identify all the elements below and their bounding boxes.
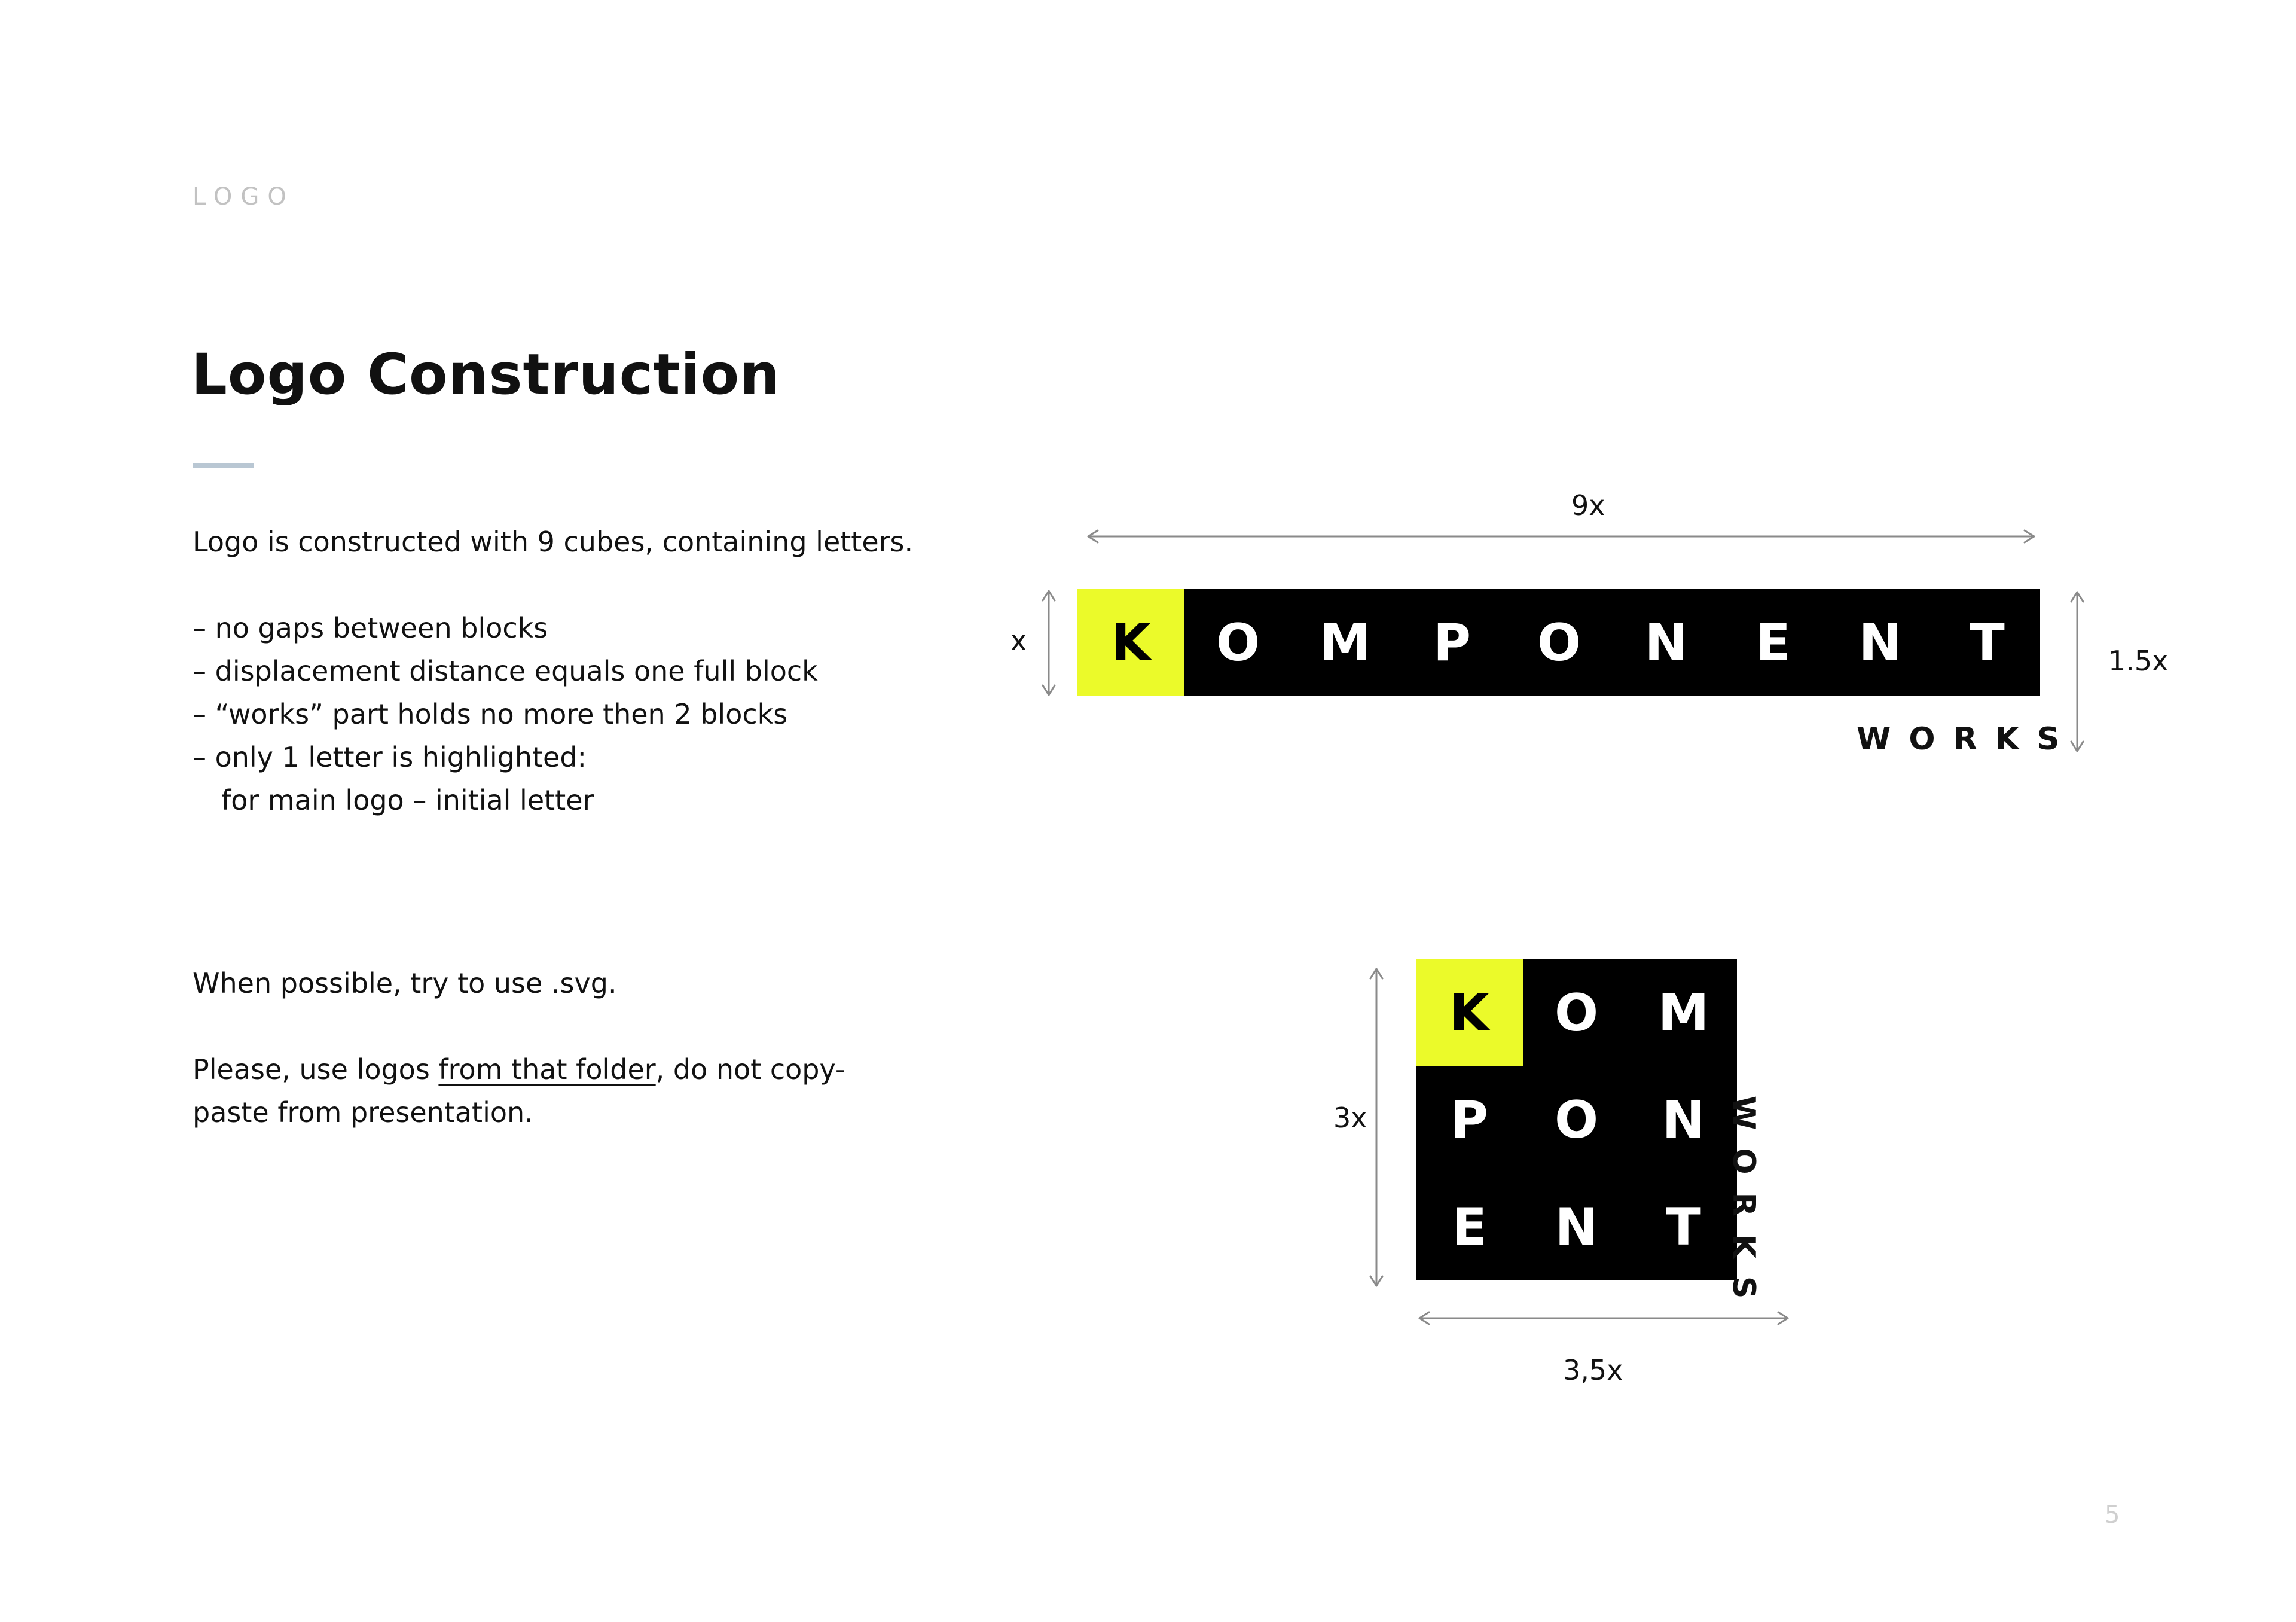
rule-item: – no gaps between blocks <box>193 612 548 644</box>
rule-item: – displacement distance equals one full block <box>193 655 818 687</box>
usage-note-line-2: paste from presentation. <box>193 1096 533 1129</box>
logo-cube: P <box>1450 1090 1489 1150</box>
logo-cube: M <box>1657 983 1709 1043</box>
arrow-head <box>1043 685 1055 695</box>
section-label: LOGO <box>193 183 295 211</box>
logo-cube: N <box>1662 1090 1705 1150</box>
logo-cube: T <box>1666 1197 1701 1257</box>
logo-works-label-vertical: WORKS <box>1726 1096 1761 1317</box>
logo-cube: P <box>1433 612 1471 673</box>
rule-item: – only 1 letter is highlighted: <box>193 741 587 773</box>
dimension-square-width: 3,5x <box>1563 1354 1623 1386</box>
logo-cube: O <box>1554 983 1599 1043</box>
dimension-wide-width: 9x <box>1571 489 1605 522</box>
svg-note: When possible, try to use .svg. <box>193 967 617 999</box>
logo-cube: O <box>1216 612 1260 673</box>
dimension-square-height: 3x <box>1333 1102 1367 1134</box>
arrow-head <box>2071 592 2083 602</box>
logo-cube: E <box>1452 1197 1487 1257</box>
usage-note-prefix: Please, use logos <box>193 1053 439 1086</box>
logo-cube: N <box>1644 612 1688 673</box>
logo-cube: O <box>1537 612 1581 673</box>
logo-cube: N <box>1858 612 1902 673</box>
arrow-head <box>1419 1312 1429 1324</box>
usage-note <box>193 1048 845 1134</box>
logo-square <box>1416 959 1737 1280</box>
page-number: 5 <box>2105 1501 2120 1529</box>
arrow-head <box>1370 1276 1382 1286</box>
dimension-wide-height: x <box>1010 624 1027 657</box>
logo-cube: M <box>1319 612 1371 673</box>
arrow-head <box>1778 1312 1788 1324</box>
logo-cube: T <box>1970 612 2005 673</box>
logo-cube: O <box>1554 1090 1599 1150</box>
arrow-head <box>1043 591 1055 600</box>
logo-cube-highlighted: K <box>1077 589 1184 696</box>
logo-cube: E <box>1755 612 1791 673</box>
rules-list <box>193 606 818 822</box>
arrow-head <box>1088 530 1098 542</box>
intro-text: Logo is constructed with 9 cubes, containing letters. <box>193 526 914 558</box>
arrow-head <box>2025 530 2034 542</box>
rule-subitem: for main logo – initial letter <box>221 784 594 816</box>
usage-note-line-1 <box>193 1048 845 1091</box>
logo-horizontal <box>1077 589 2040 696</box>
rule-item: – “works” part holds no more then 2 blocks <box>193 698 788 730</box>
logo-cube: N <box>1555 1197 1598 1257</box>
arrow-head <box>1370 969 1382 978</box>
logo-works-label: WORKS <box>1857 721 2078 757</box>
page-title: Logo Construction <box>191 342 781 407</box>
usage-note-suffix: , do not copy- <box>655 1053 845 1086</box>
title-divider <box>193 463 254 468</box>
logo-cube-highlighted: K <box>1416 959 1523 1066</box>
dimension-wide-total-height: 1.5x <box>2108 645 2169 677</box>
logo-folder-link[interactable]: from that folder <box>438 1053 656 1086</box>
